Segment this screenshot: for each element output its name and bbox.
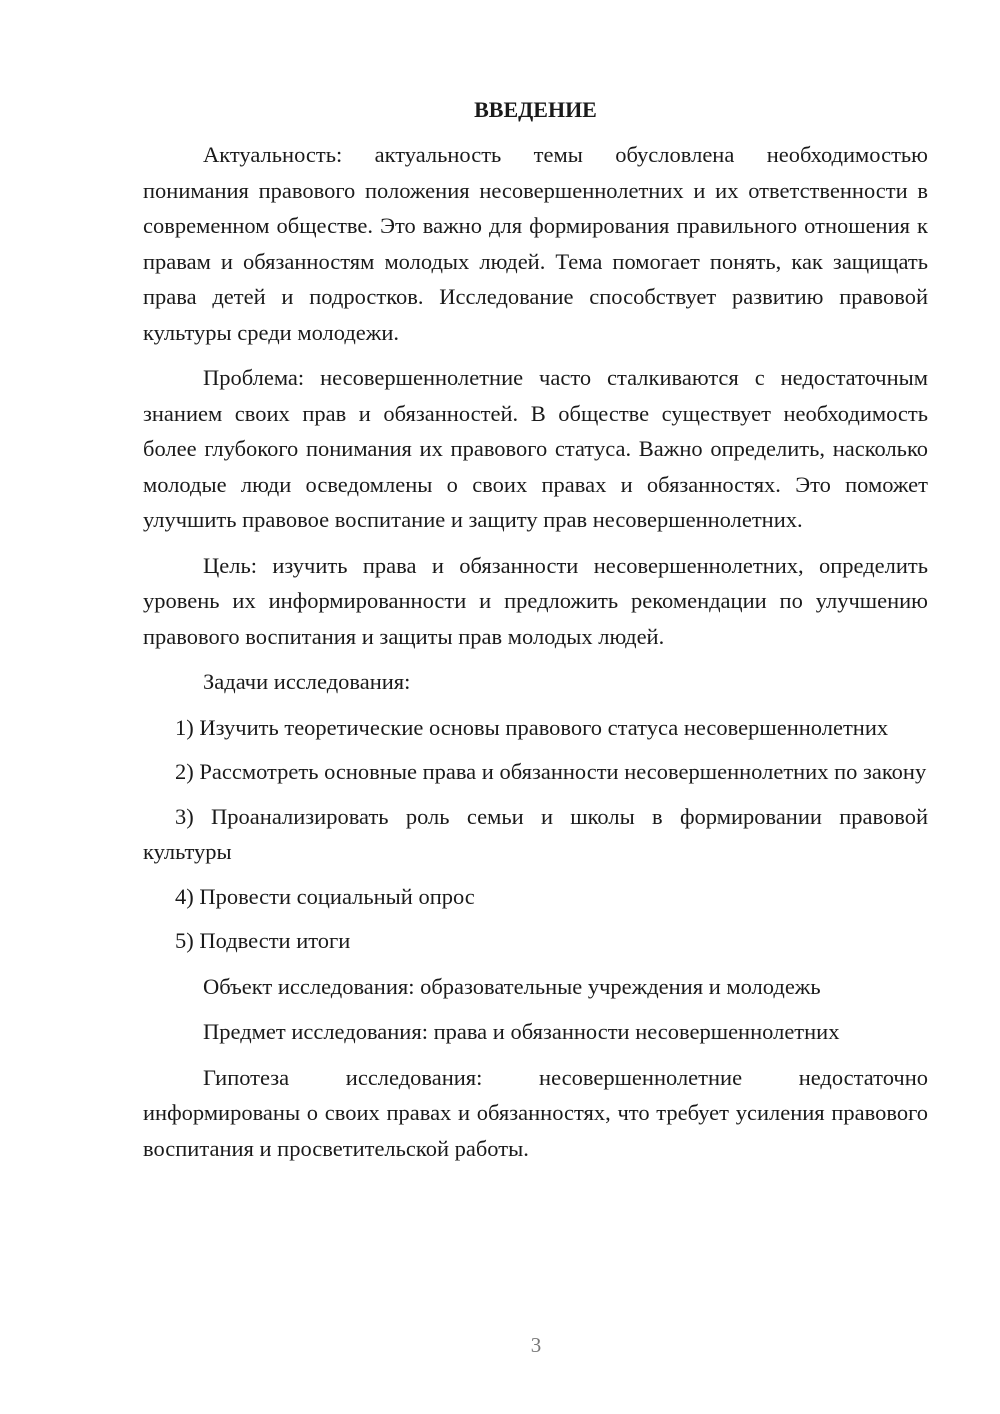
hypothesis-paragraph: Гипотеза исследования: несовершеннолетние недостаточно информированы о своих правах и обязанностях, что требует усиления правового воспитания и просветительской работы. <box>143 1064 928 1161</box>
list-item: 5) Подвести итоги <box>175 928 351 953</box>
relevance-paragraph: Актуальность: актуальность темы обусловлена необходимостью понимания правового положения несовершеннолетних и их ответственности в современном обществе. Это важно для формирования правильного отношения к правам и обязанностям молодых людей. Тема помогает понять, как защищать права детей и подростков. Исследование способствует развитию правовой культуры среди молодежи. <box>143 142 928 345</box>
list-item: 4) Провести социальный опрос <box>175 883 475 909</box>
page-number: 3 <box>530 1333 542 1357</box>
subject-paragraph: Предмет исследования: права и обязанности несовершеннолетних <box>203 1019 840 1044</box>
object-paragraph: Объект исследования: образовательные учреждения и молодежь <box>203 973 821 999</box>
goal-paragraph: Цель: изучить права и обязанности несовершеннолетних, определить уровень их информированности и предложить рекомендации по улучшению правового воспитания и защиты прав молодых людей. <box>143 552 928 649</box>
list-item: 1) Изучить теоретические основы правового статуса несовершеннолетних <box>175 714 889 740</box>
problem-paragraph: Проблема: несовершеннолетние часто сталкиваются с недостаточным знанием своих прав и обязанностей. В обществе существует необходимость более глубокого понимания их правового статуса. Важно определить, насколько молодые люди осведомлены о своих правах и обязанностях. Это поможет улучшить правовое воспитание и защиту прав несовершеннолетних. <box>143 365 928 532</box>
tasks-heading: Задачи исследования: <box>203 669 411 694</box>
tasks-list <box>143 710 928 959</box>
section-heading: ВВЕДЕНИЕ <box>474 97 597 122</box>
list-item: 2) Рассмотреть основные права и обязанности несовершеннолетних по закону <box>175 759 927 784</box>
document-page <box>143 92 928 1166</box>
list-item: 3) Проанализировать роль семьи и школы в формировании правовой культуры <box>143 803 928 864</box>
